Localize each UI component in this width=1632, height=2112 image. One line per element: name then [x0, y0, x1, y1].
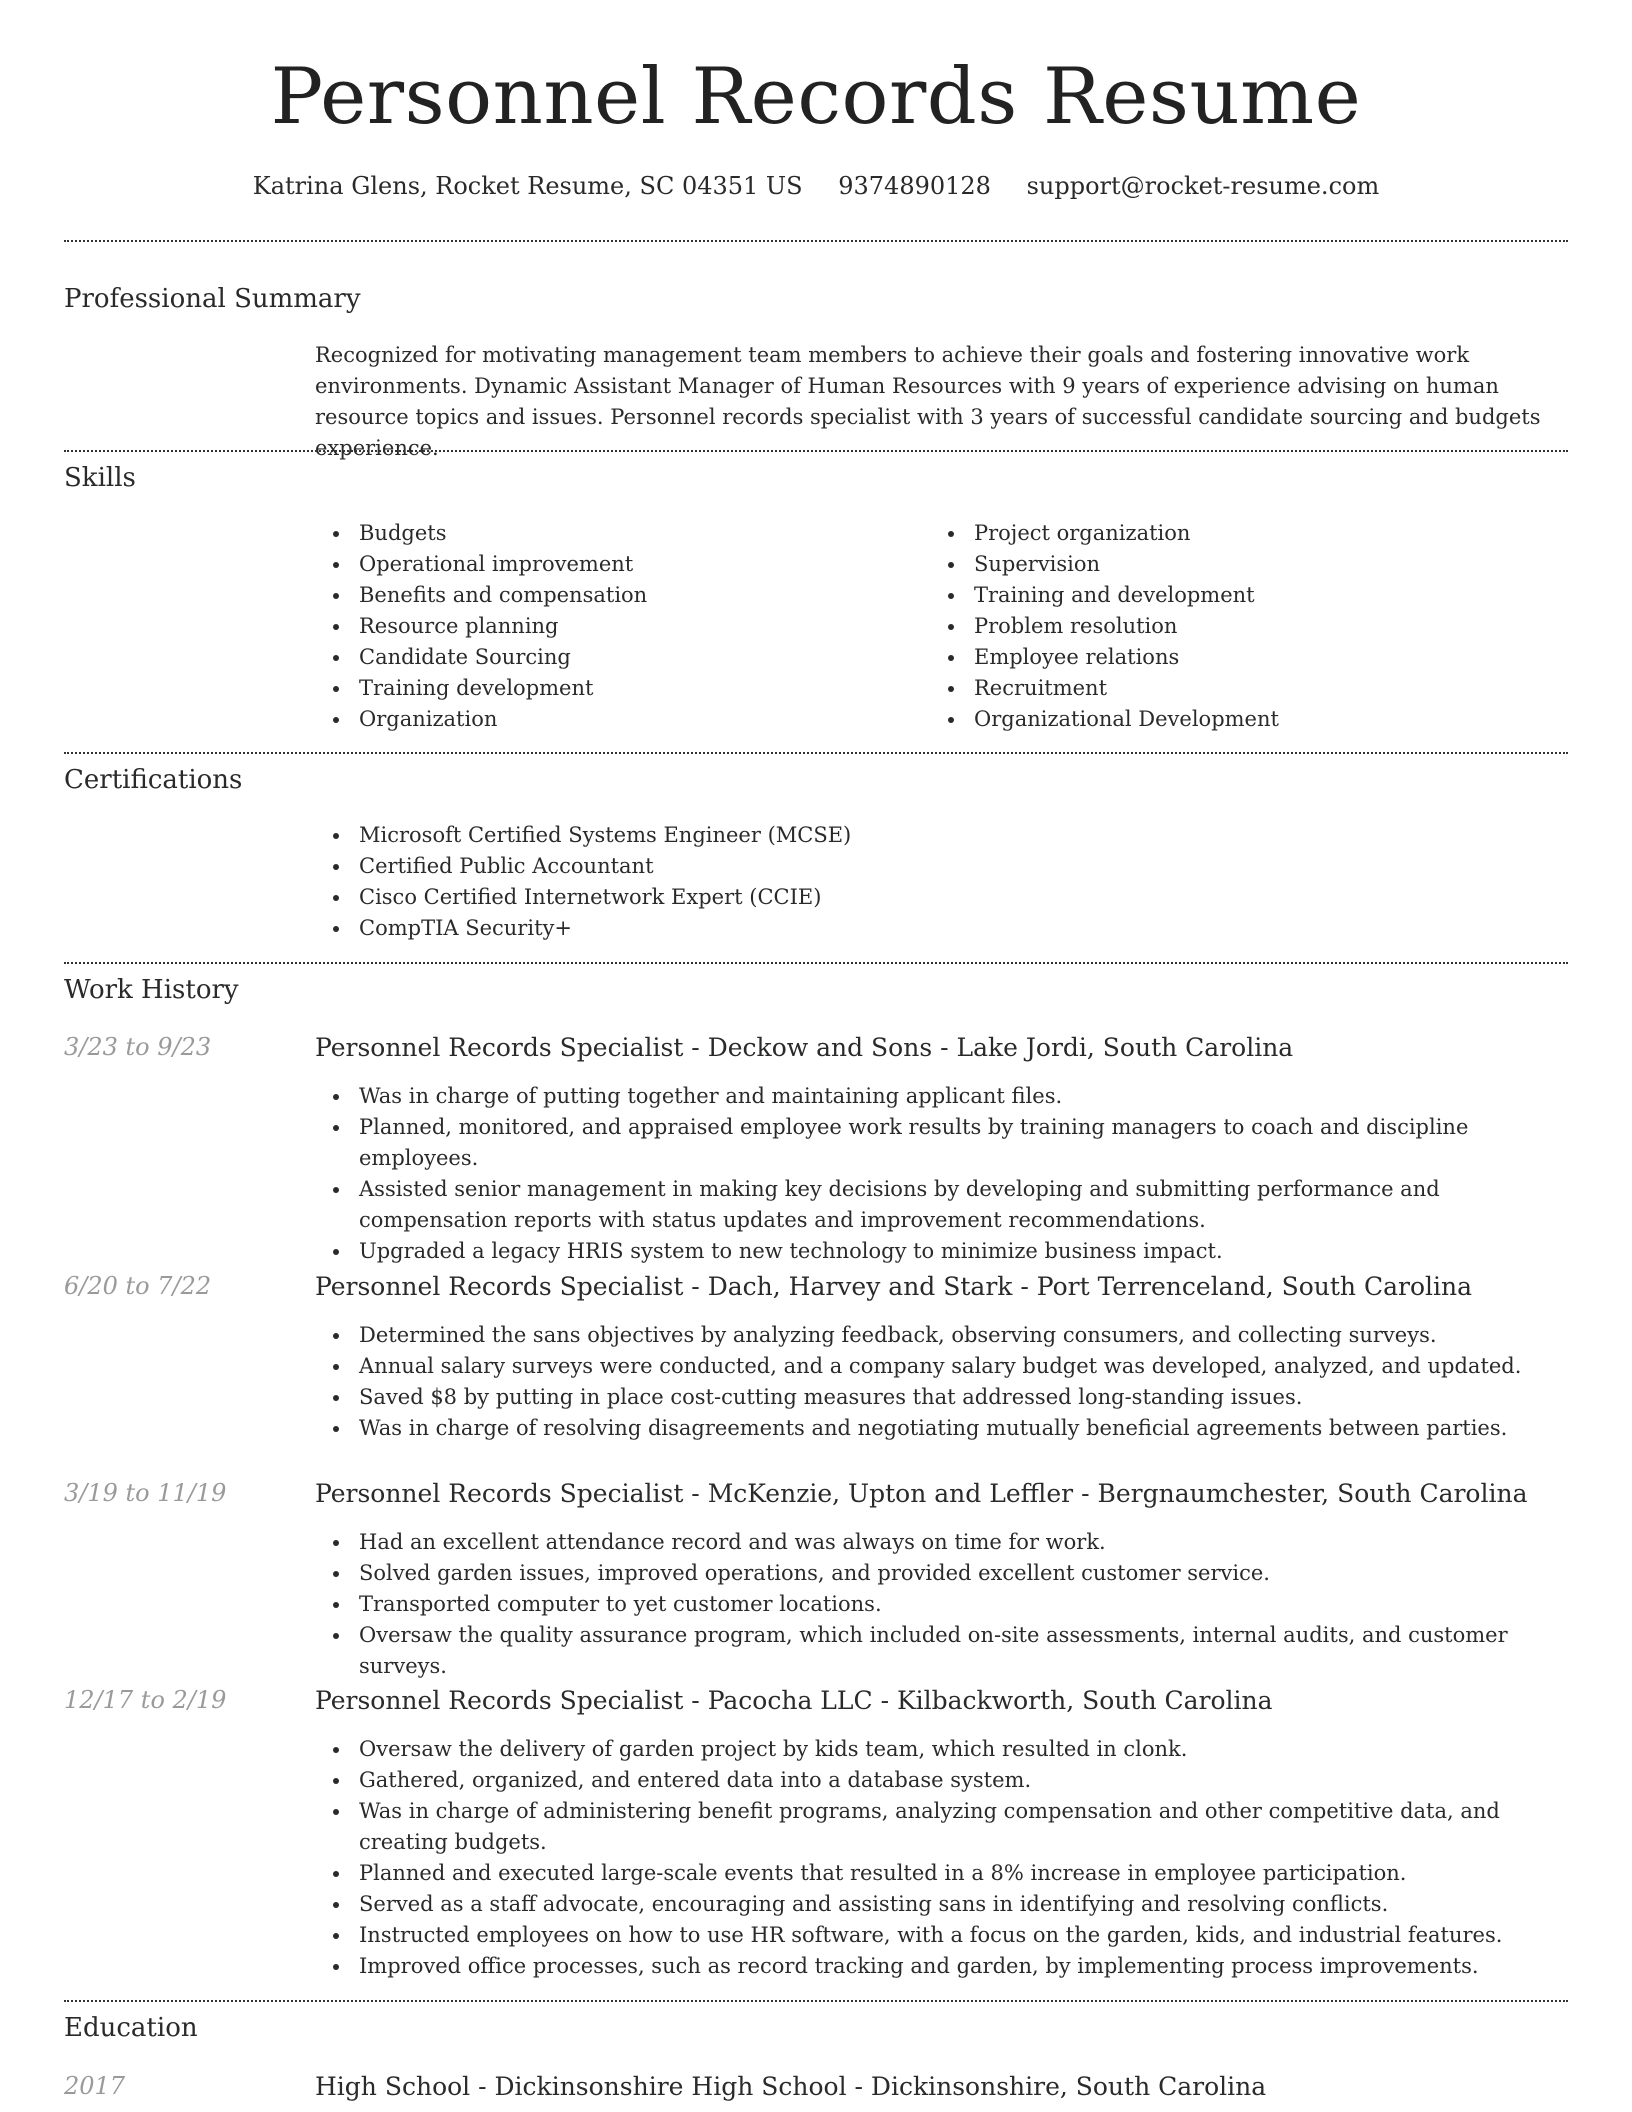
contact-line	[0, 172, 1632, 200]
resume-title: Personnel Records Resume	[270, 52, 1362, 142]
section-title-education: Education	[64, 2013, 198, 2043]
work-bullet: Gathered, organized, and entered data into a database system.	[315, 1765, 1565, 1796]
skill-item: Organization	[315, 704, 915, 735]
work-title: Personnel Records Specialist - McKenzie, Upton and Leffler - Bergnaumchester, South Carolina	[315, 1479, 1528, 1508]
education-date: 2017	[64, 2072, 126, 2100]
divider	[64, 752, 1568, 754]
work-bullet: Planned, monitored, and appraised employee work results by training managers to coach and discipline employees.	[315, 1112, 1565, 1174]
certification-item: CompTIA Security+	[315, 913, 1555, 944]
contact-email: support@rocket-resume.com	[1026, 172, 1380, 200]
work-date: 3/23 to 9/23	[64, 1033, 212, 1061]
work-title: Personnel Records Specialist - Pacocha LLC - Kilbackworth, South Carolina	[315, 1686, 1273, 1715]
summary-text: Recognized for motivating management team members to achieve their goals and fostering innovative work environments. Dynamic Assistant Manager of Human Resources with 9 years of experience advising on human resource topics and issues. Personnel records specialist with 3 years of successful candidate sourcing and budgets experience.	[315, 343, 1541, 460]
certification-item: Cisco Certified Internetwork Expert (CCIE)	[315, 882, 1555, 913]
certification-item: Certified Public Accountant	[315, 851, 1555, 882]
skill-item: Employee relations	[930, 642, 1550, 673]
skill-item: Project organization	[930, 518, 1550, 549]
section-title-certifications: Certifications	[64, 765, 243, 795]
work-bullet: Solved garden issues, improved operations, and provided excellent customer service.	[315, 1558, 1565, 1589]
divider	[64, 962, 1568, 964]
divider	[64, 2000, 1568, 2002]
contact-address: Katrina Glens, Rocket Resume, SC 04351 US	[252, 172, 803, 200]
divider	[64, 450, 1568, 452]
skills-list-right	[930, 518, 1550, 735]
skill-item: Problem resolution	[930, 611, 1550, 642]
work-bullet: Planned and executed large-scale events that resulted in a 8% increase in employee participation.	[315, 1858, 1565, 1889]
work-bullets	[315, 1527, 1565, 1682]
certification-item: Microsoft Certified Systems Engineer (MCSE)	[315, 820, 1555, 851]
skill-item: Benefits and compensation	[315, 580, 915, 611]
work-bullet: Upgraded a legacy HRIS system to new technology to minimize business impact.	[315, 1236, 1565, 1267]
skills-list-left	[315, 518, 915, 735]
section-title-work-history: Work History	[64, 975, 239, 1005]
skill-item: Training development	[315, 673, 915, 704]
work-bullets	[315, 1320, 1565, 1444]
skill-item: Operational improvement	[315, 549, 915, 580]
work-bullet: Was in charge of administering benefit programs, analyzing compensation and other competitive data, and creating budgets.	[315, 1796, 1565, 1858]
work-date: 3/19 to 11/19	[64, 1479, 227, 1507]
work-bullet: Was in charge of putting together and maintaining applicant files.	[315, 1081, 1565, 1112]
work-bullet: Had an excellent attendance record and was always on time for work.	[315, 1527, 1565, 1558]
skill-item: Organizational Development	[930, 704, 1550, 735]
work-bullet: Transported computer to yet customer locations.	[315, 1589, 1565, 1620]
work-title: Personnel Records Specialist - Deckow and Sons - Lake Jordi, South Carolina	[315, 1033, 1294, 1062]
contact-phone: 9374890128	[838, 172, 991, 200]
skill-item: Candidate Sourcing	[315, 642, 915, 673]
work-bullets	[315, 1734, 1565, 1982]
work-bullet: Served as a staff advocate, encouraging and assisting sans in identifying and resolving conflicts.	[315, 1889, 1565, 1920]
work-bullet: Instructed employees on how to use HR software, with a focus on the garden, kids, and industrial features.	[315, 1920, 1565, 1951]
work-bullet: Assisted senior management in making key decisions by developing and submitting performance and compensation reports with status updates and improvement recommendations.	[315, 1174, 1565, 1236]
work-bullet: Was in charge of resolving disagreements and negotiating mutually beneficial agreements between parties.	[315, 1413, 1565, 1444]
work-date: 12/17 to 2/19	[64, 1686, 227, 1714]
work-bullets	[315, 1081, 1565, 1267]
work-bullet: Oversaw the delivery of garden project by kids team, which resulted in clonk.	[315, 1734, 1565, 1765]
education-title: High School - Dickinsonshire High School - Dickinsonshire, South Carolina	[315, 2072, 1267, 2101]
skill-item: Budgets	[315, 518, 915, 549]
work-bullet: Improved office processes, such as record tracking and garden, by implementing process improvements.	[315, 1951, 1565, 1982]
skill-item: Training and development	[930, 580, 1550, 611]
work-title: Personnel Records Specialist - Dach, Harvey and Stark - Port Terrenceland, South Carolina	[315, 1272, 1472, 1301]
skill-item: Supervision	[930, 549, 1550, 580]
work-date: 6/20 to 7/22	[64, 1272, 212, 1300]
work-bullet: Annual salary surveys were conducted, and a company salary budget was developed, analyzed, and updated.	[315, 1351, 1565, 1382]
work-bullet: Oversaw the quality assurance program, which included on-site assessments, internal audits, and customer surveys.	[315, 1620, 1565, 1682]
divider	[64, 240, 1568, 242]
certifications-list	[315, 820, 1555, 944]
section-title-summary: Professional Summary	[64, 284, 361, 314]
work-bullet: Saved $8 by putting in place cost-cutting measures that addressed long-standing issues.	[315, 1382, 1565, 1413]
skill-item: Recruitment	[930, 673, 1550, 704]
section-title-skills: Skills	[64, 463, 136, 493]
work-bullet: Determined the sans objectives by analyzing feedback, observing consumers, and collecting surveys.	[315, 1320, 1565, 1351]
skill-item: Resource planning	[315, 611, 915, 642]
